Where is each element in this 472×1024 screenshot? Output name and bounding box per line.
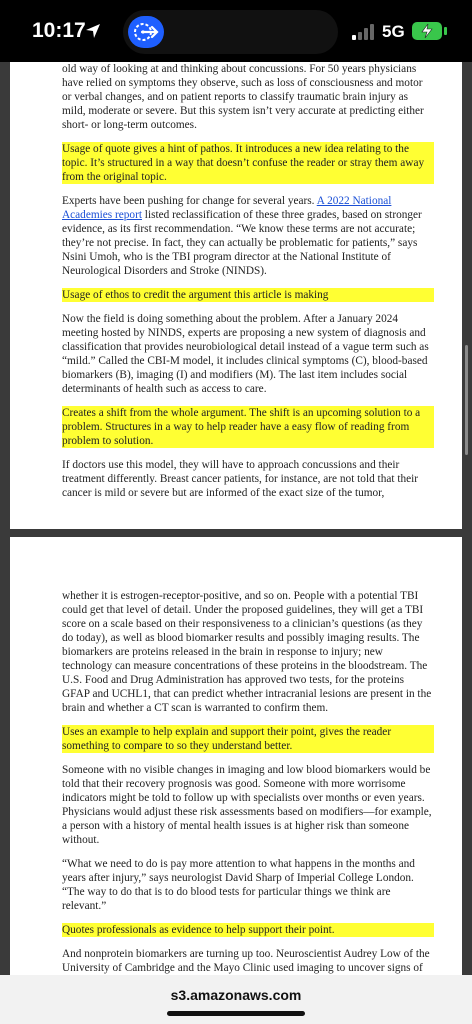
document-page-1 <box>10 62 462 529</box>
cut-off-line <box>62 55 434 62</box>
highlighted-annotation: Usage of ethos to credit the argument this article is making <box>62 288 434 302</box>
paragraph: Someone with no visible changes in imaging and low blood biomarkers would be told that their recovery prognosis was good. Someone with more worrisome indicators might be told to follow up with specialists over months or even years. Physicians would adjust these risk assessments based on modifiers—for example, a person with a history of mental health issues is at higher risk than someone without. <box>62 764 432 846</box>
home-indicator[interactable] <box>167 1011 305 1016</box>
highlighted-annotation: Usage of quote gives a hint of pathos. It introduces a new idea relating to the topic. It’s structured in a way that doesn’t confuse the reader or stray them away from the original topic. <box>62 142 434 184</box>
paragraph: Now the field is doing something about the problem. After a January 2024 meeting hosted by NINDS, experts are proposing a new system of diagnosis and classification that provides neurobiological detail instead of a vague term such as “mild.” Called the CBI-M model, it includes clinical symptoms (C), blood-based biomarkers (B), imaging (I) and modifiers (M). The last item includes social determinants of health such as access to care. <box>62 313 429 395</box>
cellular-signal-icon <box>352 24 374 40</box>
paragraph <box>62 194 434 278</box>
document-page-2 <box>10 537 462 975</box>
highlighted-annotation: Creates a shift from the whole argument. The shift is an upcoming solution to a problem. Structures in a way to help reader have a easy flow of reading from problem to solution. <box>62 406 434 448</box>
battery-charging-icon <box>412 22 442 40</box>
highlighted-annotation: Uses an example to help explain and support their point, gives the reader something to compare to so they understand better. <box>62 725 434 753</box>
paragraph: old way of looking at and thinking about concussions. For 50 years physicians have relied on symptoms they observe, such as loss of consciousness and motor or verbal changes, and on patient reports to classify traumatic brain injury as mild, moderate or severe. But this system isn’t very accurate at predicting either short- or long-term outcomes. <box>62 63 424 131</box>
battery-terminal <box>444 27 447 35</box>
paragraph: “What we need to do is pay more attention to what happens in the months and years after injury,” says neurologist David Sharp of Imperial College London. “The way to do that is to do blood tests for particular things we think are relevant.” <box>62 858 415 912</box>
network-type: 5G <box>382 22 405 41</box>
national-academies-report-link[interactable]: A 2022 National Academies report <box>62 195 392 221</box>
screen-share-icon[interactable] <box>128 16 164 48</box>
paragraph-text: listed reclassification of these three grades, based on stronger evidence, as its first recommendation. “We know these terms are not accurate; they’re not precise. In fact, they can actually be problematic for patients,” says Nsini Umoh, who is the TBI program director at the National Institute of Neurological Disorders and Stroke (NINDS). <box>62 209 422 277</box>
paragraph: And nonprotein biomarkers are turning up too. Neuroscientist Audrey Low of the University of Cambridge and the Mayo Clinic used imaging to uncover signs of <box>62 948 430 974</box>
location-arrow-icon <box>84 22 102 40</box>
status-bar <box>0 0 472 62</box>
paragraph-text: Experts have been pushing for change for several years. <box>62 195 317 207</box>
scrollbar[interactable] <box>465 345 468 455</box>
clock-time: 10:17 <box>32 19 86 42</box>
highlighted-annotation: Quotes professionals as evidence to help support their point. <box>62 923 434 937</box>
url-text[interactable]: s3.amazonaws.com <box>170 987 302 1003</box>
browser-url-bar[interactable] <box>0 975 472 1024</box>
paragraph: whether it is estrogen-receptor-positive, and so on. People with a potential TBI could get that level of detail. Under the proposed guidelines, they will get a TBI score on a scale based on their responsiveness to a clinician’s questions (as they do today), as well as blood biomarker results and possibly imaging results. The biomarkers are proteins released in the brain in response to injury; new technology can measure concentrations of these proteins in the bloodstream. The U.S. Food and Drug Administration has approved two tests, for the proteins GFAP and UCHL1, that can predict whether intracranial lesions are present in the brain and whether a CT scan is warranted to confirm them. <box>62 590 432 714</box>
paragraph: If doctors use this model, they will have to approach concussions and their treatment differently. Breast cancer patients, for instance, are not told that their cancer is mild or severe but are informed of the exact size of the tumor, <box>62 459 419 499</box>
